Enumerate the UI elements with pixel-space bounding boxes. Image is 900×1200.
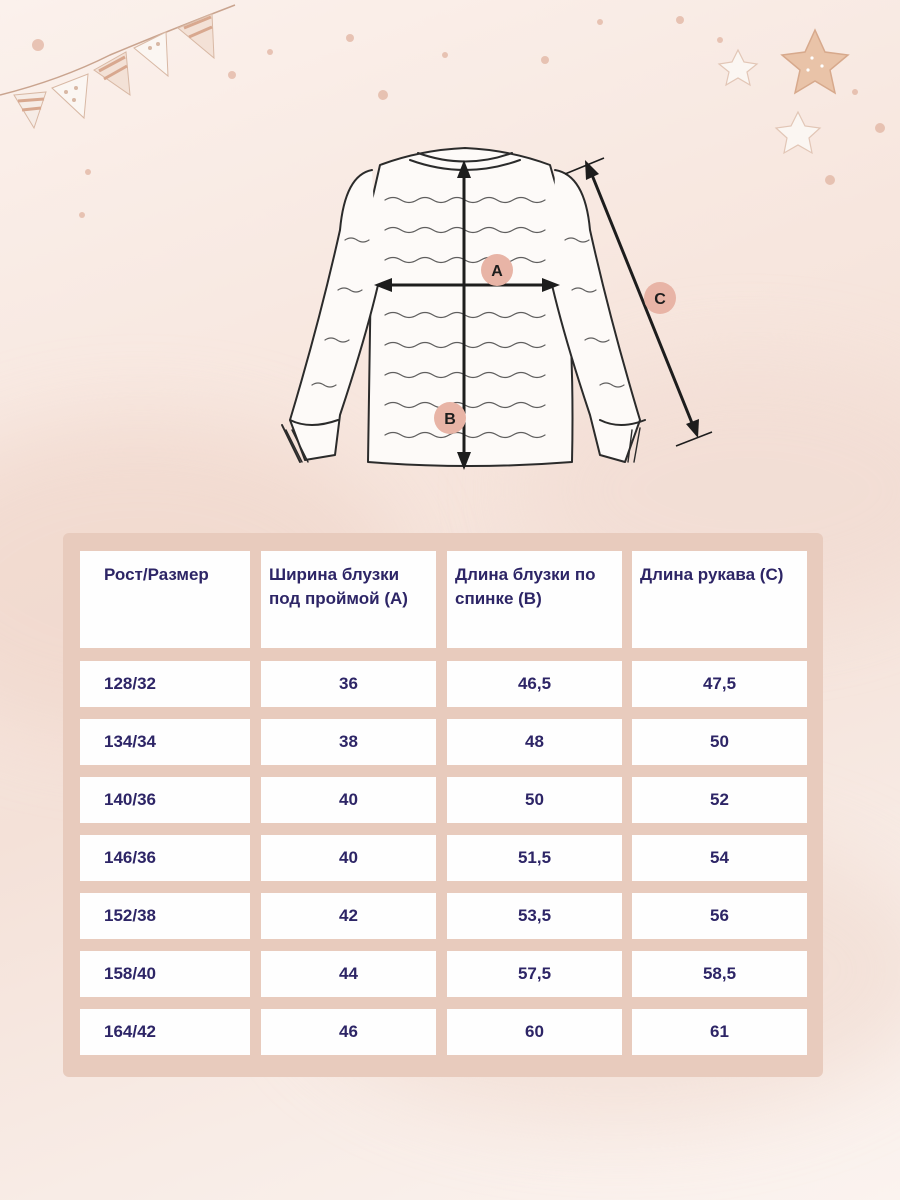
measurement-cell: 40 xyxy=(261,835,436,881)
measurement-cell: 61 xyxy=(632,1009,807,1055)
measurement-cell: 48 xyxy=(447,719,622,765)
marker-b xyxy=(434,402,466,434)
measurement-cell: 53,5 xyxy=(447,893,622,939)
measurement-cell: 52 xyxy=(632,777,807,823)
measurement-cell: 38 xyxy=(261,719,436,765)
measurement-cell: 50 xyxy=(447,777,622,823)
svg-text:B: B xyxy=(444,411,456,428)
measurement-cell: 58,5 xyxy=(632,951,807,997)
star-decoration-icon xyxy=(719,30,848,153)
size-label-cell: 140/36 xyxy=(80,777,250,823)
marker-c xyxy=(644,282,676,314)
measurement-cell: 44 xyxy=(261,951,436,997)
size-label-cell: 164/42 xyxy=(80,1009,250,1055)
table-header-cell: Рост/Размер xyxy=(80,551,250,648)
measurement-cell: 42 xyxy=(261,893,436,939)
svg-text:A: A xyxy=(491,263,503,280)
bunting-garland xyxy=(0,5,235,128)
measurement-cell: 60 xyxy=(447,1009,622,1055)
measurement-cell: 50 xyxy=(632,719,807,765)
size-table xyxy=(63,533,823,1077)
table-header-cell: Длина рукава (С) xyxy=(632,551,807,648)
svg-text:C: C xyxy=(654,291,666,308)
measurement-cell: 46,5 xyxy=(447,661,622,707)
measurement-cell: 51,5 xyxy=(447,835,622,881)
decoration-layer xyxy=(0,0,900,500)
size-label-cell: 128/32 xyxy=(80,661,250,707)
table-header-cell: Ширина блузки под проймой (А) xyxy=(261,551,436,648)
size-label-cell: 158/40 xyxy=(80,951,250,997)
measurement-cell: 36 xyxy=(261,661,436,707)
size-label-cell: 146/36 xyxy=(80,835,250,881)
measurement-cell: 57,5 xyxy=(447,951,622,997)
measurement-cell: 56 xyxy=(632,893,807,939)
measurement-cell: 40 xyxy=(261,777,436,823)
marker-a xyxy=(481,254,513,286)
size-label-cell: 134/34 xyxy=(80,719,250,765)
table-header-cell: Длина блузки по спинке (В) xyxy=(447,551,622,648)
measurement-cell: 54 xyxy=(632,835,807,881)
measurement-cell: 46 xyxy=(261,1009,436,1055)
measurement-cell: 47,5 xyxy=(632,661,807,707)
size-label-cell: 152/38 xyxy=(80,893,250,939)
